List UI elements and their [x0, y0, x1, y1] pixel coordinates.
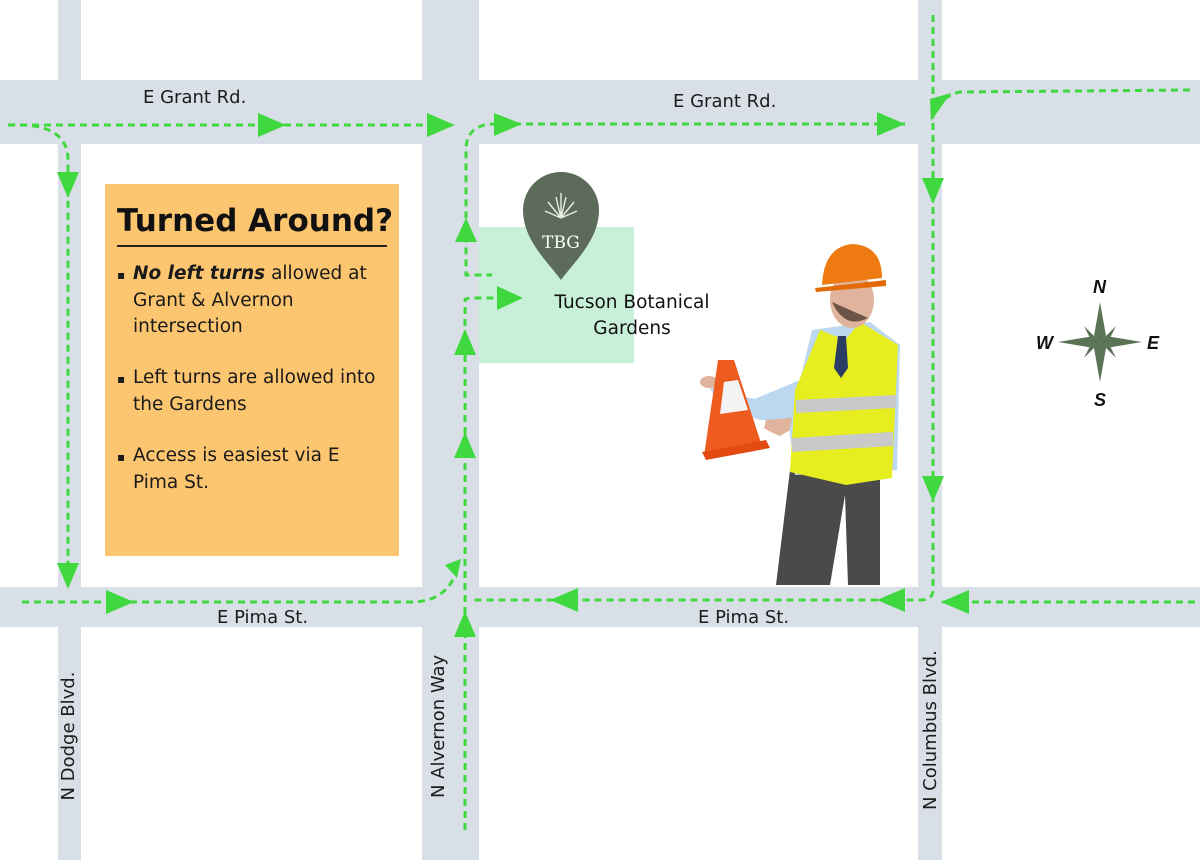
bullet-text: No left turns allowed at Grant & Alvernon intersection: [133, 262, 367, 338]
poi-name-label: Tucson Botanical Gardens: [554, 292, 710, 339]
compass-north: N: [1093, 277, 1106, 297]
compass-south: S: [1094, 390, 1107, 410]
bullet-icon: ▪: [117, 449, 126, 464]
road-label-dodge: N Dodge Blvd.: [58, 671, 79, 801]
bullet-icon: ▪: [117, 267, 126, 282]
road-label-alvernon: N Alvernon Way: [428, 654, 449, 798]
poi-marker-text: TBG: [542, 233, 580, 253]
road-label-grant-east: E Grant Rd.: [673, 91, 777, 112]
road-label-pima-east: E Pima St.: [698, 607, 790, 628]
bullet-text: Access is easiest via E Pima St.: [133, 444, 340, 493]
info-panel-title: Turned Around?: [117, 202, 387, 247]
road-label-grant-west: E Grant Rd.: [143, 87, 247, 108]
compass-east: E: [1147, 333, 1160, 353]
bullet-icon: ▪: [117, 372, 126, 387]
road-label-columbus: N Columbus Blvd.: [920, 650, 941, 810]
compass-west: W: [1036, 333, 1053, 353]
bullet-text: Left turns are allowed into the Gardens: [133, 367, 376, 415]
road-label-pima-west: E Pima St.: [217, 607, 309, 628]
